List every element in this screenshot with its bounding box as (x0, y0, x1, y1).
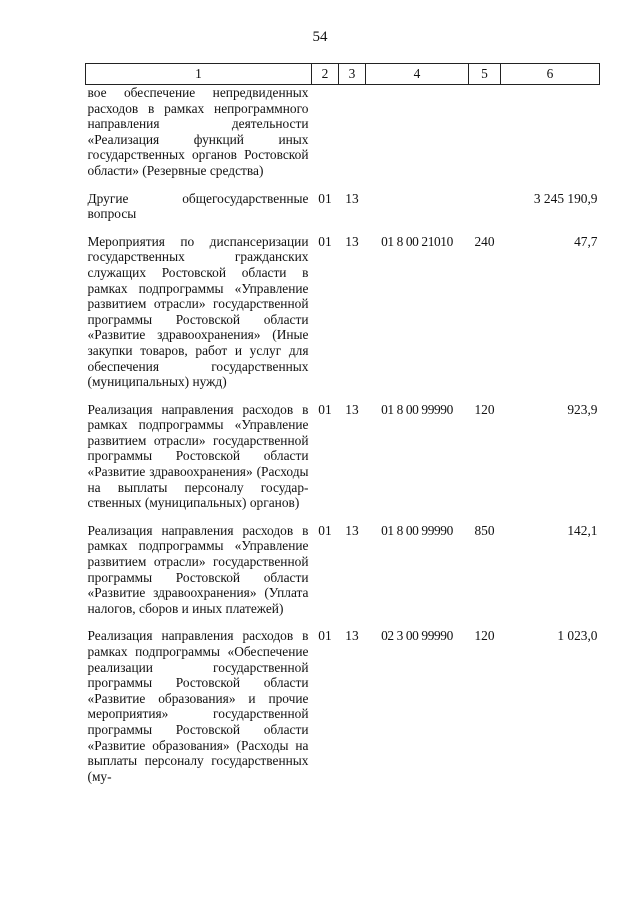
row-amount: 1 023,0 (557, 628, 598, 644)
column-header-3: 3 (339, 64, 366, 85)
row-name: Другие общегосударственные вопросы (87, 190, 309, 222)
row-section: 01 (318, 628, 332, 644)
column-header-6: 6 (501, 64, 600, 85)
row-section: 01 (318, 522, 332, 538)
row-amount: 3 245 190,9 (533, 190, 598, 206)
row-section: 01 (318, 233, 332, 249)
table-header-row (86, 64, 600, 85)
row-target-code (366, 85, 469, 191)
row-name: Реализация направления расходов в рамках подпрограммы «Управление развитием отрасли» государственной программы Ростовской области «Развитие здравоохранения» (Расходы на выплаты персоналу государственных (муниципальных) органов) (87, 401, 309, 511)
table-row (86, 628, 600, 784)
row-expense-type: 120 (474, 628, 495, 644)
column-header-2: 2 (312, 64, 339, 85)
row-name: вое обеспечение непредвиденных расходов в рамках непрограммного направления деятельности «Реализация функций иных государственных органов Ростовской области» (Резервные средства) (87, 85, 309, 178)
row-section: 01 (318, 190, 332, 206)
row-expense-type: 120 (474, 401, 495, 417)
row-target-code: 01 8 00 99990 (381, 401, 453, 417)
table-row (86, 402, 600, 523)
column-header-1: 1 (86, 64, 312, 85)
row-subsection: 13 (345, 522, 359, 538)
row-section: 01 (318, 401, 332, 417)
row-subsection (339, 85, 366, 191)
row-subsection: 13 (345, 628, 359, 644)
row-target-code: 01 8 00 21010 (381, 233, 453, 249)
row-name: Реализация направления расходов в рамках подпрограммы «Управление развитием отрасли» государственной программы Ростовской области «Развитие здравоохранения» (Уплата налогов, сборов и иных платежей) (87, 522, 309, 616)
row-expense-type (469, 85, 501, 191)
row-subsection: 13 (345, 233, 359, 249)
row-expense-type: 240 (474, 233, 495, 249)
table-row (86, 234, 600, 402)
row-target-code (366, 191, 469, 234)
table-row (86, 191, 600, 234)
page-number: 54 (312, 29, 328, 45)
row-name: Реализация направления расходов в рамках подпрограммы «Обеспечение реализации государственной программы Ростовской области «Развитие образования» и прочие мероприятия» государственной программы Ростовской области «Развитие образования» (Расходы на выплаты персоналу государственных (му- (87, 628, 309, 784)
row-target-code: 02 3 00 99990 (381, 628, 453, 644)
row-expense-type (469, 191, 501, 234)
row-expense-type: 850 (474, 522, 495, 538)
row-name: Мероприятия по диспансеризации государственных гражданских служащих Ростовской области в рамках подпрограммы «Управление развитием отрасли» государственной программы Ростовской области «Развитие здравоохранения» (Иные закупки товаров, работ и услуг для обеспечения государственных (муниципальных) нужд) (87, 233, 309, 390)
column-header-4: 4 (366, 64, 469, 85)
row-amount: 47,7 (574, 233, 598, 249)
row-target-code: 01 8 00 99990 (381, 522, 453, 538)
row-subsection: 13 (345, 190, 359, 206)
budget-table (85, 63, 600, 784)
row-section (312, 85, 339, 191)
row-amount (501, 85, 600, 191)
table-row (86, 85, 600, 191)
table-row (86, 523, 600, 629)
row-amount: 142,1 (567, 522, 598, 538)
column-header-5: 5 (469, 64, 501, 85)
row-amount: 923,9 (567, 401, 598, 417)
row-subsection: 13 (345, 401, 359, 417)
